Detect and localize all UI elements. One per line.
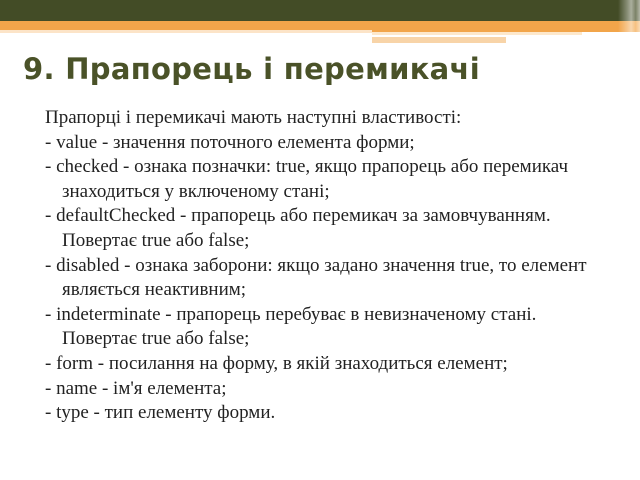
slide-body bbox=[45, 106, 615, 426]
slide-title: 9. Прапорець і перемикачі bbox=[23, 52, 480, 86]
accent-band-right bbox=[372, 21, 640, 32]
accent-line-right-lower bbox=[372, 37, 506, 43]
header-band bbox=[0, 0, 640, 21]
property-name: - name - ім'я елемента; bbox=[45, 377, 227, 399]
intro-text: Прапорці і перемикачі мають наступні властивості: bbox=[45, 107, 462, 128]
accent-line-right bbox=[372, 32, 582, 35]
accent-band-left bbox=[0, 21, 372, 30]
property-type: - type - тип елементу форми. bbox=[45, 402, 276, 424]
property-indeterminate: - indeterminate - прапорець перебуває в невизначеному стані. Повертає true або false; bbox=[45, 303, 537, 350]
header-edge-fade bbox=[618, 0, 640, 48]
property-default-checked: - defaultChecked - прапорець або перемикач за замовчуванням. Повертає true або false; bbox=[45, 205, 551, 251]
property-checked: - checked - ознака позначки: true, якщо прапорець або перемикач знаходиться у включеному стані; bbox=[45, 156, 569, 202]
property-form: - form - посилання на форму, в якій знаходиться елемент; bbox=[45, 352, 508, 374]
property-list bbox=[45, 131, 615, 426]
property-disabled: - disabled - ознака заборони: якщо задано значення true, то елемент являється неактивним; bbox=[45, 254, 587, 301]
accent-shadow-left bbox=[0, 30, 372, 33]
property-value: - value - значення поточного елемента форми; bbox=[45, 131, 415, 153]
